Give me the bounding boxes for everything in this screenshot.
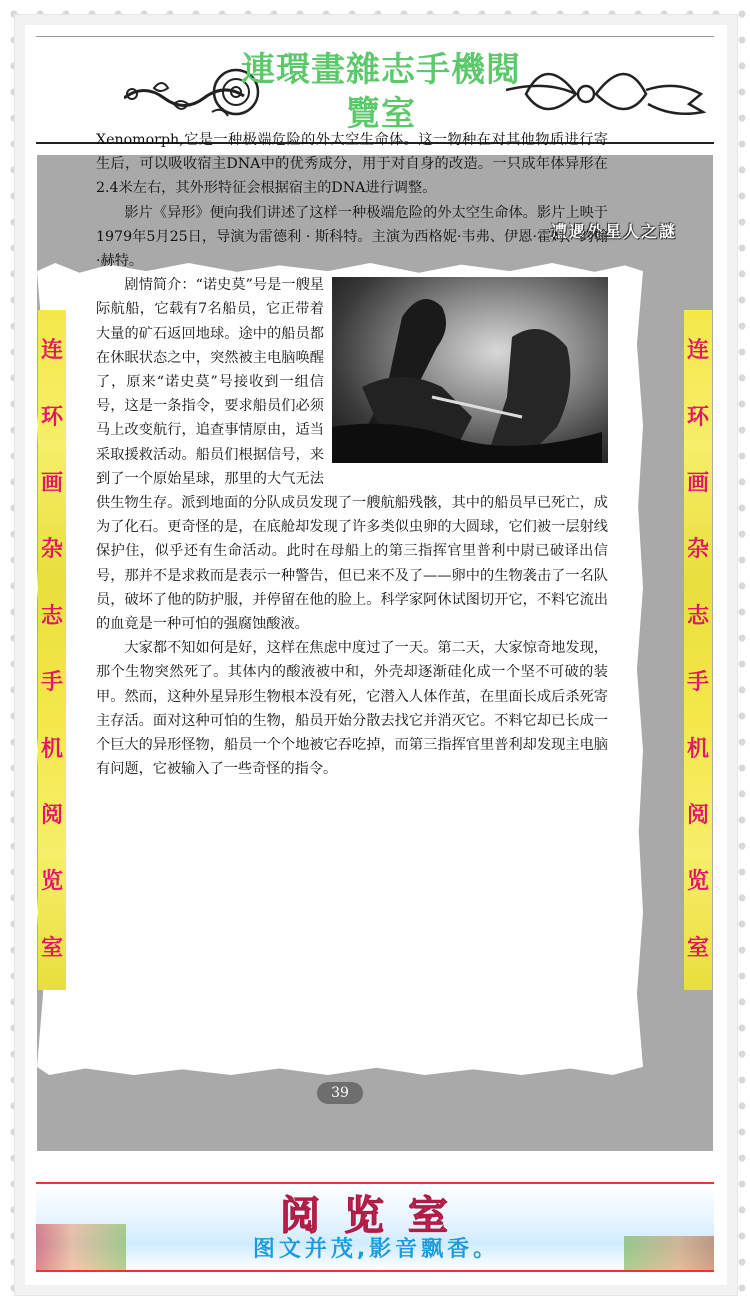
header-title-line1: 連環畫雜志手機閱 xyxy=(241,50,521,90)
header-title-line2: 覽室 xyxy=(346,94,416,134)
side-char: 杂 xyxy=(40,537,63,563)
article-body xyxy=(96,128,608,781)
article-paragraph: 大家都不知如何是好，这样在焦虑中度过了一天。第二天，大家惊奇地发现，那个生物突然死了。其体内的酸液被中和，外壳却逐渐硅化成一个坚不可破的装甲。然而，这种外星异形生物根本没有死，它潜入人体作茧，在里面长成后杀死寄主存活。面对这种可怕的生物，船员开始分散去找它并消灭它。不料它却已长成一个巨大的异形怪物，船员一个个地被它吞吃掉，而第三指挥官里普利却发现主电脑有问题，它被输入了一些奇怪的指令。 xyxy=(96,640,608,778)
side-char: 阅 xyxy=(40,802,63,828)
side-banner-right xyxy=(684,310,712,990)
side-char: 连 xyxy=(686,338,709,364)
footer-banner[interactable] xyxy=(36,1182,714,1272)
article-paragraph: 影片《异形》便向我们讲述了这样一种极端危险的外太空生命体。影片上映于1979年5月25日，导演为雷德利 · 斯科特。主演为西格妮·韦弗、伊恩·霍姆、约翰·赫特。 xyxy=(96,204,608,270)
side-char: 机 xyxy=(40,736,63,762)
footer-art-left xyxy=(36,1224,126,1270)
side-char: 环 xyxy=(40,404,63,430)
side-char: 阅 xyxy=(686,802,709,828)
side-char: 连 xyxy=(40,338,63,364)
side-char: 画 xyxy=(40,470,63,496)
side-char: 环 xyxy=(686,404,709,430)
side-char: 览 xyxy=(686,869,709,895)
footer-art-right xyxy=(624,1236,714,1270)
side-char: 手 xyxy=(686,670,709,696)
page-number: 39 xyxy=(317,1082,363,1104)
side-char: 室 xyxy=(686,935,709,961)
side-char: 画 xyxy=(686,470,709,496)
ribbon-bow-icon xyxy=(506,60,706,130)
side-char: 机 xyxy=(686,736,709,762)
movie-still-image xyxy=(332,277,608,463)
side-char: 手 xyxy=(40,670,63,696)
header-top-rule xyxy=(36,36,714,37)
side-char: 志 xyxy=(686,603,709,629)
side-char: 览 xyxy=(40,869,63,895)
header-title xyxy=(216,48,546,136)
side-char: 室 xyxy=(40,935,63,961)
chapter-tag: 遭遇外星人之謎 xyxy=(550,222,677,241)
footer-subtitle: 图文并茂,影音飘香。 xyxy=(252,1237,500,1262)
article-paragraph: 剧情简介：“诺史莫”号是一艘星际航船，它载有7名船员，它正带着大量的矿石返回地球。途中的船员都在休眠状态之中，突然被主电脑唤醒了，原来“诺史莫”号接收到一组信号，这是一条指令，要求船员们必须马上改变航行，追查事情原由，适当采取援救活动。船员们根据信号，来到了一个原始星球，那里的大气无法供生物生存。派到地面的分队成员发现了一艘航船残骸，其中的船员早已死亡，成为了化石。更奇怪的是，在底舱却发现了许多类似虫卵的大圆球，它们被一层射线保护住，似乎还有生命活动。此时在母船上的第三指挥官里普利中尉已破译出信号，那并不是求救而是表示一种警告，但已来不及了——卵中的生物袭击了一名队员，破坏了他的防护服，并停留在他的脸上。科学家阿休试图切开它，不料它流出的血竟是一种可怕的强腐蚀酸液。 xyxy=(96,277,608,633)
side-char: 志 xyxy=(40,603,63,629)
footer-title: 阅览室 xyxy=(280,1193,472,1239)
side-banner-left xyxy=(38,310,66,990)
article-paragraph: Xenomorph,它是一种极端危险的外太空生命体。这一物种在对其他物质进行寄生后，可以吸收宿主DNA中的优秀成分，用于对自身的改造。一只成年体异形在2.4米左右，其外形特征会根据宿主的DNA进行调整。 xyxy=(96,132,608,197)
side-char: 杂 xyxy=(686,537,709,563)
